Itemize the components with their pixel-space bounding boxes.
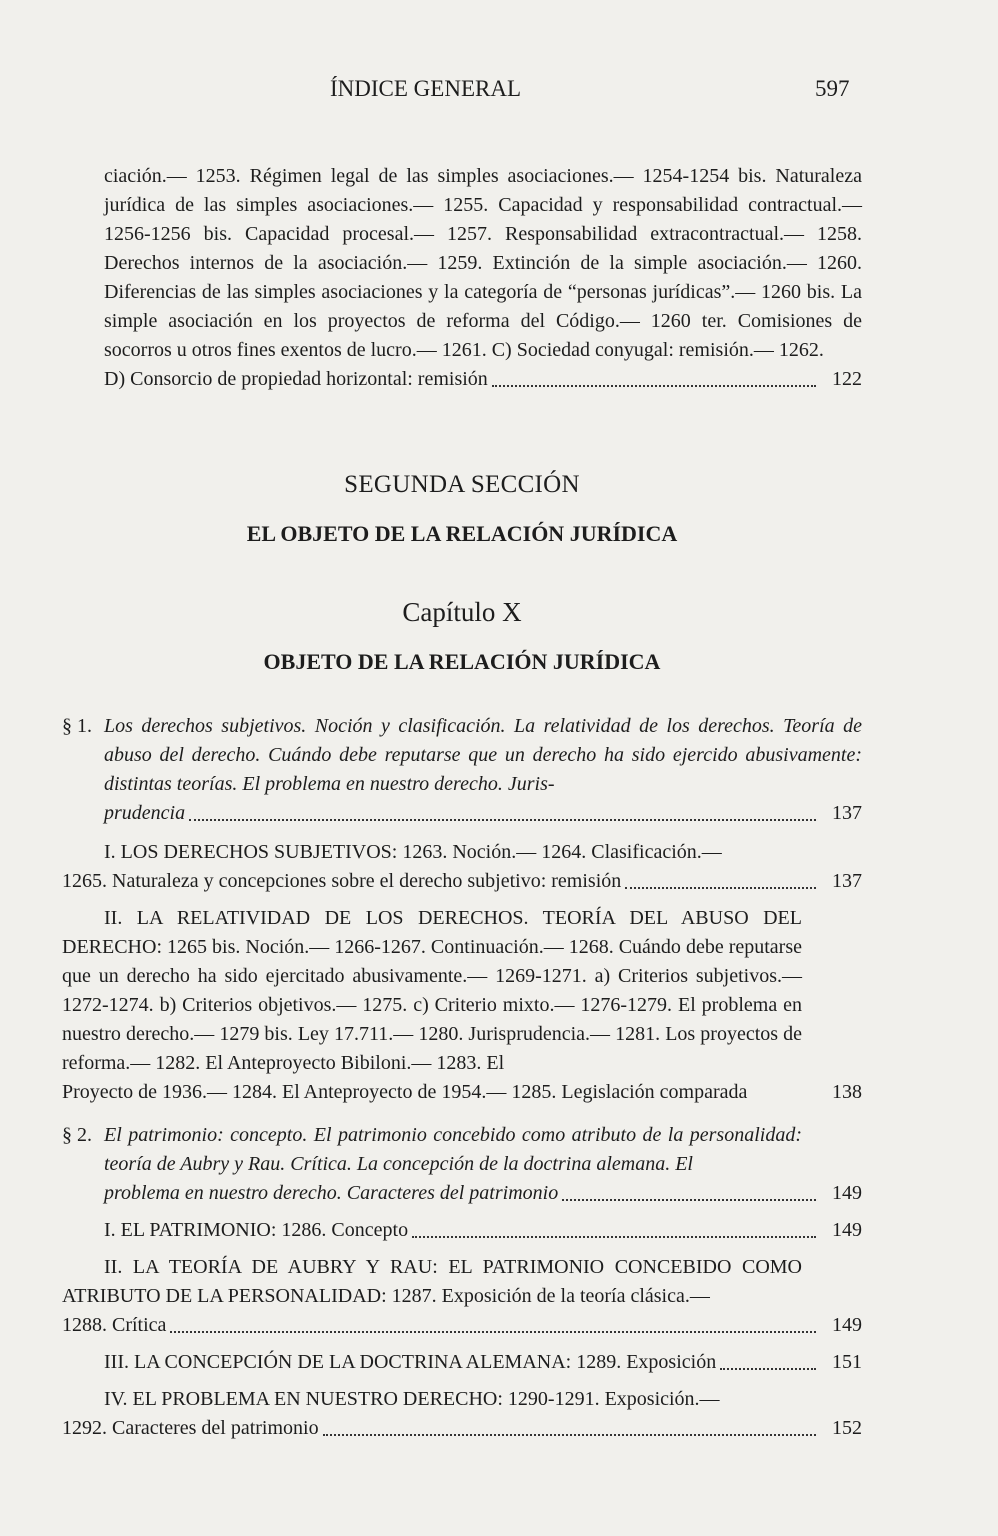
index-item xyxy=(62,1253,862,1340)
paragraph-2-last-line xyxy=(104,1179,862,1208)
chapter-subtitle: OBJETO DE LA RELACIÓN JURÍDICA xyxy=(263,649,661,674)
item-page: 137 xyxy=(832,870,862,892)
item-last-line xyxy=(62,1078,862,1107)
intro-text: ciación.— 1253. Régimen legal de las simples asociaciones.— 1254-1254 bis. Naturaleza jurídica de las simples asociaciones.— 1255. Capacidad y responsabilidad contractual.— 1256-1256 bis. Capacidad procesal.— 1257. Responsabilidad extracontractual.— 1258. Derechos internos de la asociación.— 1259. Extinción de la simple asociación.— 1260. Diferencias de las simples asociaciones y la categoría de “personas jurídicas”.— 1260 bis. La simple asociación en los proyectos de reforma del Código.— 1260 ter. Comisiones de socorros u otros fines exentos de lucro.— 1261. C) Sociedad conyugal: remisión.— 1262. xyxy=(104,165,862,361)
intro-entry xyxy=(62,162,862,394)
leader-dots xyxy=(189,819,816,821)
item-page: 152 xyxy=(832,1417,862,1439)
paragraph-2-heading xyxy=(62,1121,862,1208)
item-text: II. LA TEORÍA DE AUBRY Y RAU: EL PATRIMONIO CONCEBIDO COMO ATRIBUTO DE LA PERSONALIDAD: 1287. Exposición de la teoría clásica.— xyxy=(62,1256,802,1307)
item-last-text: Proyecto de 1936.— 1284. El Anteproyecto de 1954.— 1285. Legislación comparada xyxy=(62,1081,748,1103)
page-number: 597 xyxy=(815,76,850,101)
leader-dots xyxy=(720,1368,816,1370)
leader-dots xyxy=(170,1331,816,1333)
item-text: I. LOS DERECHOS SUBJETIVOS: 1263. Noción.— 1264. Clasificación.— xyxy=(104,841,722,863)
index-item xyxy=(62,838,862,896)
paragraph-1-text: Los derechos subjetivos. Noción y clasificación. La relatividad de los derechos. Teoría de abuso del derecho. Cuándo debe reputarse que un derecho ha sido ejercido abusivamente: distintas teorías. El problema en nuestro derecho. Juris- xyxy=(104,715,862,795)
index-item xyxy=(62,1216,862,1245)
item-last-text: 1265. Naturaleza y concepciones sobre el derecho subjetivo: remisión xyxy=(62,870,622,892)
item-text: IV. EL PROBLEMA EN NUESTRO DERECHO: 1290-1291. Exposición.— xyxy=(104,1388,720,1410)
paragraph-symbol: § 2. xyxy=(62,1124,92,1146)
leader-dots xyxy=(562,1199,816,1201)
item-last-text: 1288. Crítica xyxy=(62,1314,167,1336)
paragraph-2-text: El patrimonio: concepto. El patrimonio concebido como atributo de la personalidad: teoría de Aubry y Rau. Crítica. La concepción de la doctrina alemana. El xyxy=(104,1124,802,1175)
item-page: 151 xyxy=(832,1351,862,1373)
item-last-line xyxy=(62,1414,862,1443)
index-item xyxy=(62,904,862,1107)
index-content xyxy=(62,162,862,1449)
paragraph-2-last-text: problema en nuestro derecho. Caracteres del patrimonio xyxy=(104,1182,559,1204)
item-last-line xyxy=(104,1348,862,1377)
paragraph-1-heading xyxy=(62,712,862,828)
item-last-text: III. LA CONCEPCIÓN DE LA DOCTRINA ALEMANA: 1289. Exposición xyxy=(104,1351,717,1373)
header-title: ÍNDICE GENERAL xyxy=(330,76,521,101)
paragraph-1-last-text: prudencia xyxy=(104,802,186,824)
item-text: II. LA RELATIVIDAD DE LOS DERECHOS. TEORÍA DEL ABUSO DEL DERECHO: 1265 bis. Noción.— 1266-1267. Continuación.— 1268. Cuándo debe reputarse que un derecho ha sido ejercitado abusivamente.— 1269-1271. a) Criterios subjetivos.— 1272-1274. b) Criterios objetivos.— 1275. c) Criterio mixto.— 1276-1279. El problema en nuestro derecho.— 1279 bis. Ley 17.711.— 1280. Jurisprudencia.— 1281. Los proyectos de reforma.— 1282. El Anteproyecto Bibiloni.— 1283. El xyxy=(62,907,802,1074)
running-header xyxy=(0,76,998,108)
item-last-line xyxy=(62,1311,862,1340)
paragraph-1-page: 137 xyxy=(832,802,862,824)
item-last-text: I. EL PATRIMONIO: 1286. Concepto xyxy=(104,1219,409,1241)
paragraph-2-body xyxy=(104,1121,862,1208)
intro-last-text: D) Consorcio de propiedad horizontal: remisión xyxy=(104,368,488,390)
item-last-line xyxy=(62,867,862,896)
item-last-text: 1292. Caracteres del patrimonio xyxy=(62,1417,319,1439)
item-page: 138 xyxy=(832,1081,862,1103)
paragraph-1-last-line xyxy=(104,799,862,828)
paragraph-1-body xyxy=(104,712,862,828)
paragraph-symbol: § 1. xyxy=(62,715,92,737)
section-title: SEGUNDA SECCIÓN xyxy=(344,471,580,498)
intro-last-line xyxy=(104,365,862,394)
item-page: 149 xyxy=(832,1314,862,1336)
leader-dots xyxy=(492,385,816,387)
leader-dots xyxy=(323,1434,816,1436)
item-last-line xyxy=(104,1216,862,1245)
leader-dots xyxy=(412,1236,816,1238)
chapter-title: Capítulo X xyxy=(402,597,522,627)
paragraph-2-page: 149 xyxy=(832,1182,862,1204)
intro-page: 122 xyxy=(832,368,862,390)
section-subtitle: EL OBJETO DE LA RELACIÓN JURÍDICA xyxy=(246,521,678,546)
leader-dots xyxy=(625,887,816,889)
index-item xyxy=(62,1348,862,1377)
item-page: 149 xyxy=(832,1219,862,1241)
index-item xyxy=(62,1385,862,1443)
